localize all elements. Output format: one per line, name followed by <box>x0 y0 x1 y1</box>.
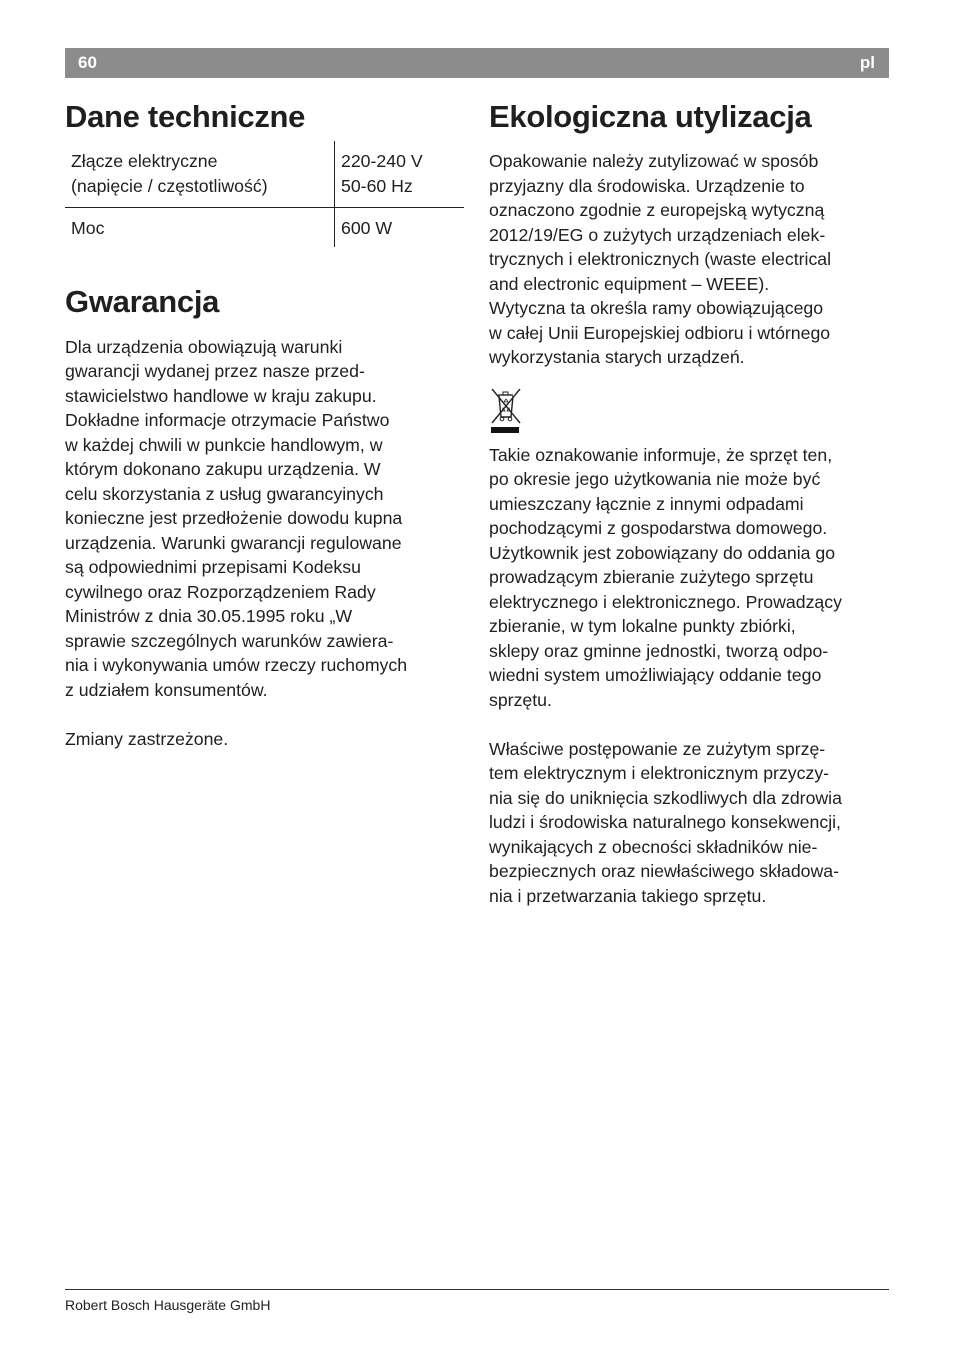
page-header-bar <box>65 48 889 78</box>
proper-handling-text: Właściwe postępowanie ze zużytym sprzę- tem elektrycznym i elektronicznym przyczy- nia się do uniknięcia szkodliwych dla zdrowia ludzi i środowiska naturalnego konsekwencji, wynikających z obecności składników nie- bezpiecznych oraz niewłaściwego składowa- nia i przetwarzania takiego sprzętu. <box>489 738 842 906</box>
table-row <box>65 141 464 208</box>
technical-data-table <box>65 141 464 247</box>
language-code: pl <box>859 53 875 72</box>
spec-label: Moc <box>71 218 105 238</box>
marking-info-text: Takie oznakowanie informuje, że sprzęt ten, po okresie jego użytkowania nie może być umieszczany łącznie z innymi odpadami pochodzącymi z gospodarstwa domowego. Użytkownik jest zobowiązany do oddania go prowadzącym zbieranie zużytego sprzętu elektrycznego i elektronicznego. Prowadzący zbieranie, w tym lokalne punkty zbiórki, sklepy oraz gminne jednostki, tworzą odpo- wiedni system umożliwiający oddanie tego sprzętu. <box>489 444 842 710</box>
footer-company: Robert Bosch Hausgeräte GmbH <box>65 1297 271 1313</box>
disposal-intro-text: Opakowanie należy zutylizować w sposób przyjazny dla środowiska. Urządzenie to oznaczono zgodnie z europejską wytyczną 2012/19/EG o zużytych urządzeniach elek- trycznych i elektronicznych (waste electrical and electronic equipment – WEEE). Wytyczna ta określa ramy obowiązującego w całej Unii Europejskiej odbioru i wtórnego wykorzystania starych urządzeń. <box>489 151 832 367</box>
page-number: 60 <box>78 53 97 72</box>
left-column <box>65 96 465 751</box>
spec-value: 220-240 V 50-60 Hz <box>335 141 465 208</box>
table-row <box>65 208 464 247</box>
warranty-heading: Gwarancja <box>65 283 220 319</box>
technical-data-heading: Dane techniczne <box>65 99 306 134</box>
crossed-out-wheelie-bin-icon <box>489 386 521 434</box>
spec-label: Złącze elektryczne (napięcie / częstotliwość) <box>65 141 335 208</box>
changes-note: Zmiany zastrzeżone. <box>65 728 229 749</box>
right-column <box>489 96 891 908</box>
spec-value: 600 W <box>335 208 465 247</box>
warranty-text: Dla urządzenia obowiązują warunki gwarancji wydanej przez nasze przed- stawicielstwo handlowe w kraju zakupu. Dokładne informacje otrzymacie Państwo w każdej chwili w punkcie handlowym, w którym dokonano zakupu urządzenia. W celu skorzystania z usług gwarancyinych konieczne jest przedłożenie dowodu kupna urządzenia. Warunki gwarancji regulowane są odpowiednimi przepisami Kodeksu cywilnego oraz Rozporządzeniem Rady Ministrów z dnia 30.05.1995 roku „W sprawie szczególnych warunków zawiera- nia i wykonywania umów rzeczy ruchomych z udziałem konsumentów. <box>65 336 408 700</box>
disposal-heading: Ekologiczna utylizacja <box>489 99 812 134</box>
footer-divider <box>65 1289 889 1290</box>
